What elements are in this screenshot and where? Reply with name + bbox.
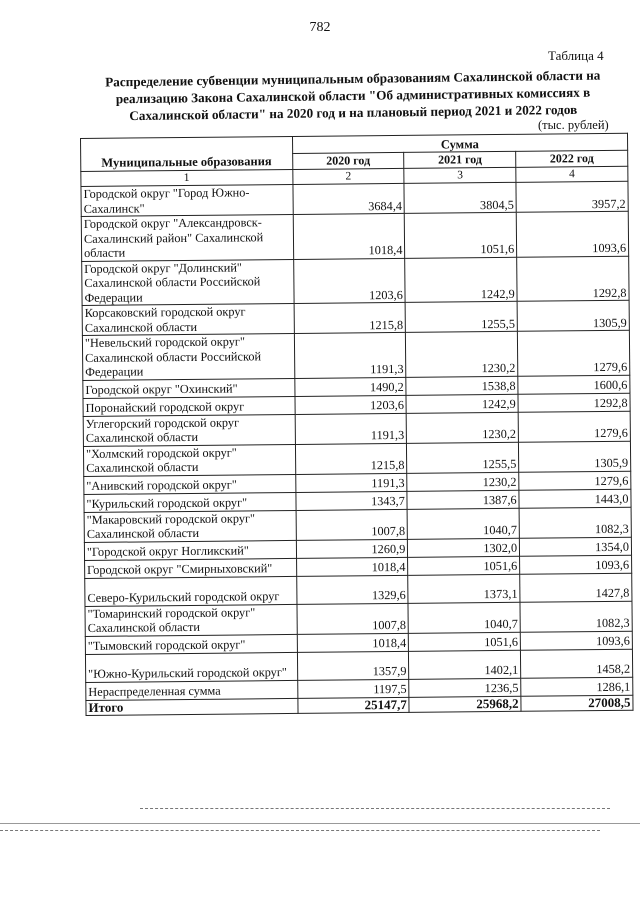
column-index: 2 <box>292 168 404 185</box>
table-body <box>81 166 633 716</box>
amount-2021: 1040,7 <box>407 508 519 539</box>
year-header-2020: 2020 год <box>292 152 404 169</box>
page-number: 782 <box>309 20 331 35</box>
table-row <box>82 256 629 306</box>
amount-2021: 1242,9 <box>406 394 518 413</box>
municipality-name: Городской округ "Александровск-Сахалинский район" Сахалинской области <box>81 214 293 261</box>
amount-2021: 1040,7 <box>408 602 520 633</box>
amount-2021: 1402,1 <box>409 650 521 679</box>
municipality-name: Городской округ "Охинский" <box>83 378 295 398</box>
amount-2020: 3684,4 <box>293 183 405 214</box>
column-index: 1 <box>81 169 293 187</box>
municipality-name: "Холмский городской округ" Сахалинской области <box>83 444 295 476</box>
amount-2020: 1191,3 <box>294 332 406 378</box>
amount-2020: 1007,8 <box>297 603 409 634</box>
total-2022: 27008,5 <box>521 695 633 712</box>
year-header-2021: 2021 год <box>404 151 516 168</box>
unit-label: (тыс. рублей) <box>538 118 609 132</box>
amount-2021: 1255,5 <box>405 301 517 332</box>
amount-2022: 1279,6 <box>518 330 630 376</box>
amount-2021: 1230,2 <box>407 472 519 491</box>
municipality-name: Городской округ "Смирныховский" <box>85 558 297 578</box>
table-row <box>81 211 628 261</box>
amount-2021: 1242,9 <box>405 257 517 303</box>
amount-2022: 1443,0 <box>519 489 631 508</box>
total-2020: 25147,7 <box>297 697 409 714</box>
amount-2022: 1305,9 <box>519 441 631 472</box>
municipality-name: "Анивский городской округ" <box>84 474 296 494</box>
amount-2022: 3957,2 <box>516 181 628 212</box>
amount-2022: 1279,6 <box>518 411 630 442</box>
column-index: 3 <box>404 167 516 184</box>
municipality-name: "Тымовский городской округ" <box>85 634 297 654</box>
amount-2020: 1215,8 <box>294 302 406 333</box>
amount-2020: 1018,4 <box>296 557 408 576</box>
amount-2020: 1018,4 <box>297 633 409 652</box>
amount-2020: 1203,6 <box>293 258 405 304</box>
municipality-name: Корсаковский городской округ Сахалинской области <box>82 303 294 335</box>
amount-2021: 1255,5 <box>407 442 519 473</box>
amount-2021: 1373,1 <box>408 574 520 603</box>
column-index: 4 <box>516 166 628 183</box>
amount-2021: 1236,5 <box>409 678 521 697</box>
municipality-name: "Городской округ Ногликский" <box>84 540 296 560</box>
amount-2020: 1343,7 <box>295 491 407 510</box>
municipality-name: "Томаринский городской округ" Сахалинской области <box>85 604 297 636</box>
amount-2022: 1286,1 <box>521 677 633 696</box>
municipality-name: Нераспределенная сумма <box>86 680 298 700</box>
subvention-table <box>80 133 634 716</box>
amount-2022: 1093,6 <box>516 211 628 257</box>
amount-2022: 1458,2 <box>521 649 633 678</box>
municipality-column-header: Муниципальные образования <box>81 136 293 171</box>
amount-2020: 1203,6 <box>295 395 407 414</box>
amount-2021: 1302,0 <box>408 538 520 557</box>
amount-2022: 1305,9 <box>517 300 629 331</box>
amount-2020: 1215,8 <box>295 443 407 474</box>
amount-2020: 1007,8 <box>296 509 408 540</box>
scan-artifact-line <box>0 823 640 825</box>
amount-2022: 1093,6 <box>520 631 632 650</box>
amount-2021: 1230,2 <box>407 412 519 443</box>
amount-2021: 1051,6 <box>405 212 517 258</box>
amount-2022: 1279,6 <box>519 471 631 490</box>
amount-2020: 1260,9 <box>296 539 408 558</box>
municipality-name: "Южно-Курильский городской округ" <box>85 652 297 682</box>
amount-2022: 1093,6 <box>520 555 632 574</box>
amount-2022: 1600,6 <box>518 375 630 394</box>
municipality-name: "Курильский городской округ" <box>84 492 296 512</box>
amount-2022: 1292,8 <box>518 393 630 412</box>
amount-2020: 1490,2 <box>294 377 406 396</box>
total-label: Итого <box>86 698 298 716</box>
amount-2022: 1354,0 <box>520 537 632 556</box>
municipality-name: Городской округ "Город Южно-Сахалинск" <box>81 184 293 216</box>
amount-2022: 1427,8 <box>520 573 632 602</box>
total-2021: 25968,2 <box>409 696 521 713</box>
amount-2021: 1051,6 <box>409 632 521 651</box>
amount-2020: 1357,9 <box>297 651 409 680</box>
municipality-name: "Макаровский городской округ" Сахалинской области <box>84 510 296 542</box>
amount-2020: 1197,5 <box>297 679 409 698</box>
municipality-name: Северо-Курильский городской округ <box>85 576 297 606</box>
amount-2020: 1191,3 <box>295 413 407 444</box>
amount-2022: 1292,8 <box>517 256 629 302</box>
amount-2021: 1538,8 <box>406 376 518 395</box>
municipality-name: Углегорский городской округ Сахалинской области <box>83 414 295 446</box>
table-number: Таблица 4 <box>548 48 604 63</box>
amount-2020: 1018,4 <box>293 213 405 259</box>
scan-artifact-line <box>0 830 600 832</box>
municipality-name: Поронайский городской округ <box>83 396 295 416</box>
amount-2021: 1387,6 <box>407 490 519 509</box>
amount-2022: 1082,3 <box>520 601 632 632</box>
amount-2021: 1230,2 <box>406 331 518 377</box>
amount-2021: 1051,6 <box>408 556 520 575</box>
amount-2021: 3804,5 <box>404 182 516 213</box>
municipality-name: Городской округ "Долинский" Сахалинской области Российской Федерации <box>82 259 294 306</box>
municipality-name: "Невельский городской округ" Сахалинской области Российской Федерации <box>82 333 294 380</box>
amount-2020: 1191,3 <box>295 473 407 492</box>
document-title: Распределение субвенции муниципальным образованиям Сахалинской области на реализацию Закона Сахалинской области "Об административных комиссиях в Сахалинской области" на 2020 год и на плановый период 2021 и 2022 годов <box>105 67 601 124</box>
amount-2020: 1329,6 <box>296 575 408 604</box>
scan-artifact-line <box>140 808 610 810</box>
sum-column-header: Сумма <box>292 133 628 153</box>
table-row <box>82 330 629 380</box>
amount-2022: 1082,3 <box>519 507 631 538</box>
year-header-2022: 2022 год <box>516 150 628 167</box>
